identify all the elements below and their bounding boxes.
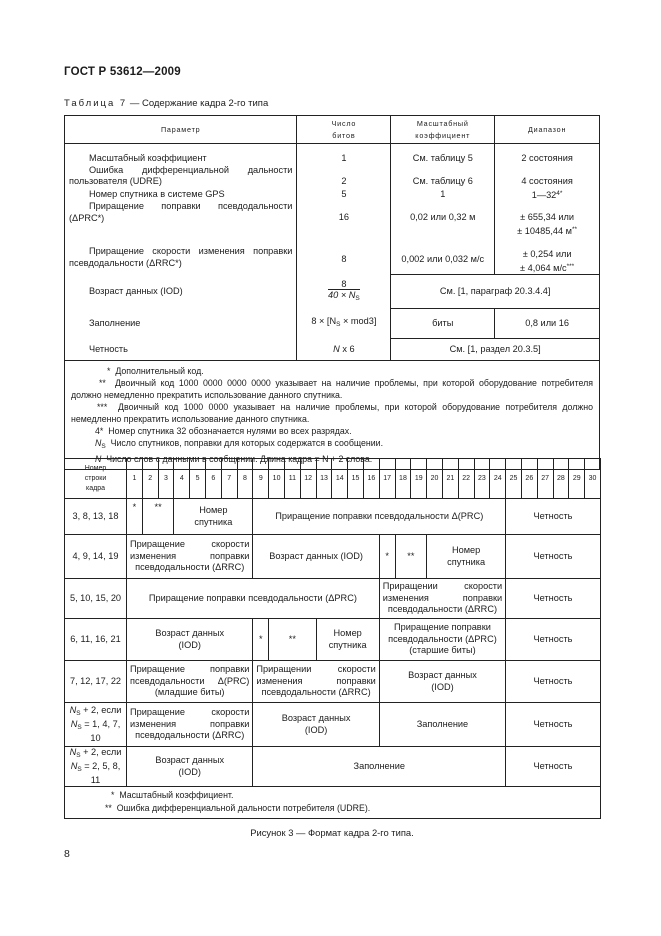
param-cell: Возраст данных (IOD) [65,275,297,309]
table-row [65,165,600,188]
field-parity: Четность [506,661,601,703]
bit-header: 24 [490,459,506,499]
param-cell: Приращение скорости изменения поправки псевдодальности (ΔRRC*) [65,237,297,275]
field-satellite-number: Номер спутника [316,619,379,661]
bits-cell: $8 \times [N_S \times mod3]$ [297,309,391,339]
table-caption-text: — Содержание кадра 2-го типа [129,98,269,109]
field-satellite-number: Номер спутника [427,535,506,579]
bit-header: 7 [221,459,237,499]
bits-cell: 8 [297,237,391,275]
bit-header: 1 [127,459,143,499]
figure-footnotes [65,787,601,819]
bit-header: 23 [474,459,490,499]
bit-header: 9 [253,459,269,499]
param-cell: Номер спутника в системе GPS [65,188,297,202]
param-cell: Ошибка дифференциальной дальности пользователя (UDRE) [65,165,297,188]
bits-cell: 1 [297,144,391,165]
bit-header: 25 [506,459,522,499]
bit-header: 21 [442,459,458,499]
bit-header: 27 [537,459,553,499]
bits-cell: 16 [297,201,391,237]
scale-cell: 1 [391,188,495,202]
bit-header: 12 [300,459,316,499]
field-rrc-delta: Приращении скорости изменения поправки псевдодальности (ΔRRC) [379,579,505,619]
field-scale-factor: * [379,535,395,579]
bit-header: 10 [269,459,285,499]
field-fill: Заполнение [379,703,505,747]
bit-header: 30 [585,459,601,499]
col-header-bits: Число битов [297,116,391,144]
range-cell: 2 состояния [495,144,600,165]
field-satellite-number: Номер спутника [174,499,253,535]
field-udre: ** [269,619,316,661]
param-cell: Четность [65,339,297,361]
table-header-row [65,116,600,144]
bits-cell: N x 6 [297,339,391,361]
figure-footnotes-cell: * Масштабный коэффициент. ** Ошибка дифференциальной дальности потребителя (UDRE). [65,787,601,819]
table-7 [64,115,600,470]
field-fill: Заполнение [253,747,506,787]
row-label: $N_S + 2$, если $N_S = 2$, 5, 8, 11 [65,747,127,787]
field-iod: Возраст данных (IOD) [127,619,253,661]
col-header-scale: Масштабный коэффициент [391,116,495,144]
range-cell: 4 состояния [495,165,600,188]
field-iod: Возраст данных (IOD) [127,747,253,787]
frame-row [65,499,601,535]
row-label: 5, 10, 15, 20 [65,579,127,619]
field-prc-delta: Приращение поправки псевдодальности Δ(PRC) [253,499,506,535]
merged-cell: См. [1, раздел 20.3.5] [391,339,600,361]
row-label: 7, 12, 17, 22 [65,661,127,703]
row-label: $N_S + 2$, если $N_S = 1$, 4, 7, 10 [65,703,127,747]
bit-header: 18 [395,459,411,499]
bit-header: 13 [316,459,332,499]
scale-cell: 0,002 или 0,032 м/с [391,237,495,275]
field-prc-delta: Приращение поправки псевдодальности (ΔPRC) [127,579,380,619]
bit-header: 4 [174,459,190,499]
range-cell: ± 655,34 или ± 10485,44 м** [495,201,600,237]
table-row [65,339,600,361]
bit-header: 3 [158,459,174,499]
bit-header: 29 [569,459,585,499]
field-rrc-delta: Приращение скорости изменения поправки псевдодальности (ΔRRC) [127,535,253,579]
field-parity: Четность [506,499,601,535]
field-parity: Четность [506,579,601,619]
scale-cell: 0,02 или 0,32 м [391,201,495,237]
frame-row [65,619,601,661]
field-prc-msb: Приращение поправки псевдодальности (ΔPRC) (старшие биты) [379,619,505,661]
bit-header: 14 [332,459,348,499]
range-cell: 0,8 или 16 [495,309,600,339]
bit-header: 11 [284,459,300,499]
field-parity: Четность [506,619,601,661]
table-row [65,144,600,165]
bit-header: 2 [142,459,158,499]
bits-cell: $\frac{8}{40 \times N_S}$ [297,275,391,309]
field-rrc-delta: Приращении скорости изменения поправки псевдодальности (ΔRRC) [253,661,379,703]
bit-header: 5 [190,459,206,499]
row-label: 4, 9, 14, 19 [65,535,127,579]
col-header-param: Параметр [65,116,297,144]
row-label: 3, 8, 13, 18 [65,499,127,535]
table-row [65,309,600,339]
row-number-header: Номер строки кадра [65,459,127,499]
field-rrc-delta: Приращение скорости изменения поправки псевдодальности (ΔRRC) [127,703,253,747]
field-prc-lsb: Приращение поправки псевдодальности Δ(PRC) (младшие биты) [127,661,253,703]
bit-header: 16 [363,459,379,499]
table-row [65,201,600,237]
table-footnotes [65,361,600,470]
table-caption-label: Таблица 7 [64,98,128,109]
bit-header: 19 [411,459,427,499]
range-cell: ± 0,254 или ± 4,064 м/с*** [495,237,600,275]
param-cell: Масштабный коэффициент [65,144,297,165]
figure-3-frame-format [64,458,601,819]
range-cell: $1—32^{4*}$ [495,188,600,202]
field-parity: Четность [506,703,601,747]
bits-cell: 5 [297,188,391,202]
table-row [65,275,600,309]
field-parity: Четность [506,535,601,579]
param-cell: Заполнение [65,309,297,339]
bit-header: 8 [237,459,253,499]
page-number: 8 [64,848,70,860]
footnotes-cell: * Дополнительный код. ** Двоичный код 1000 0000 0000 0000 указывает на наличие проблемы, при которой оборудование потребителя должно немедленно прекратить использование данного спутника. *** Двоичный код 1000 0000 указывает на наличие проблемы, при которой оборудование потребителя должно немедленно прекратить использование данного спутника. 4* Номер спутника 32 обозначается нулями во всех разрядах. $N_S$ Число спутников, поправки для которых содержатся в сообщении. N Число слов с данными в сообщении. Длина кадра = N + 2 слова. [65,361,600,470]
frame-row [65,661,601,703]
frame-row [65,747,601,787]
bits-cell: 2 [297,165,391,188]
param-cell: Приращение поправки псевдодальности (ΔPRC*) [65,201,297,237]
field-iod: Возраст данных (IOD) [253,535,379,579]
bit-header: 28 [553,459,569,499]
col-header-range: Диапазон [495,116,600,144]
table-row [65,188,600,202]
scale-cell: биты [391,309,495,339]
field-udre: ** [395,535,427,579]
bit-header: 26 [521,459,537,499]
bit-header-row [65,459,601,499]
merged-cell: См. [1, параграф 20.3.4.4] [391,275,600,309]
field-iod: Возраст данных (IOD) [253,703,379,747]
bit-header: 20 [427,459,443,499]
bit-header: 6 [205,459,221,499]
frame-row [65,703,601,747]
frame-row [65,535,601,579]
table-caption [64,98,268,109]
field-udre: ** [142,499,174,535]
figure-caption: Рисунок 3 — Формат кадра 2-го типа. [250,827,414,838]
field-iod: Возраст данных (IOD) [379,661,505,703]
field-scale-factor: * [127,499,143,535]
field-scale-factor: * [253,619,269,661]
table-row [65,237,600,275]
scale-cell: См. таблицу 6 [391,165,495,188]
row-label: 6, 11, 16, 21 [65,619,127,661]
field-parity: Четность [506,747,601,787]
bit-header: 17 [379,459,395,499]
bit-header: 22 [458,459,474,499]
bit-header: 15 [348,459,364,499]
frame-row [65,579,601,619]
document-header: ГОСТ Р 53612—2009 [64,66,181,78]
scale-cell: См. таблицу 5 [391,144,495,165]
